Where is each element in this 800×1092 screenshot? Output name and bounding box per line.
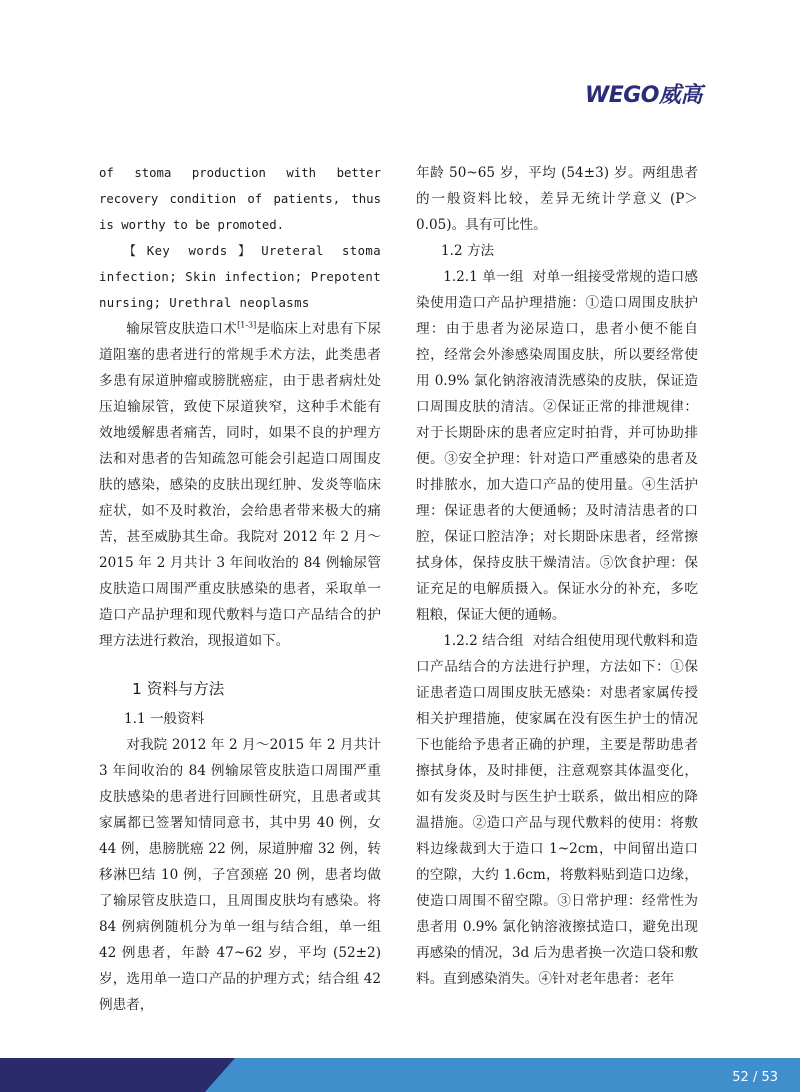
- general-data-paragraph: 对我院 2012 年 2 月～2015 年 2 月共计 3 年间收治的 84 例输尿管皮肤造口周围严重皮肤感染的患者进行回顾性研究，且患者或其家属都已签署知情同意书，其中男 40 例，女 44 例，患膀胱癌 22 例，尿道肿瘤 32 例，转移淋巴结 10 例，子宫颈癌 20 例，患者均做了输尿管皮肤造口，且周围皮肤均有感染。将 84 例病例随机分为单一组与结合组，单一组 42 例患者，年龄 47~62 岁，平均 (52±2) 岁，选用单一造口产品的护理方式；结合组 42 例患者，: [99, 737, 381, 1013]
- combined-group-title: 1.2.2 结合组: [443, 633, 524, 649]
- section-heading: 1 资料与方法: [132, 680, 225, 698]
- footer-light-band: [205, 1058, 800, 1092]
- page-number: 52 / 53: [732, 1070, 778, 1085]
- wego-logo: WEGO威高: [584, 83, 702, 108]
- single-group-paragraph: [416, 264, 698, 628]
- subsection-heading: 1.1 一般资料: [124, 711, 205, 727]
- abstract-tail: of stoma production with better recovery condition of patients, thus is worthy to be promoted.: [99, 166, 381, 232]
- combined-group-text: 对结合组使用现代敷料和造口产品结合的方法进行护理，方法如下：①保证患者造口周围皮肤无感染：对患者家属传授相关护理措施，使家属在没有医生护士的情况下也能给予患者正确的护理，主要是帮助患者擦拭身体，及时排便，注意观察其体温变化，如有发炎及时与医生护士联系，做出相应的降温措施。②造口产品与现代敷料的使用：将敷料边缘裁到大于造口 1~2cm，中间留出造口的空隙，大约 1.6cm，将敷料贴到造口边缘，使造口周围不留空隙。③日常护理：经常性为患者用 0.9% 氯化钠溶液擦拭造口，避免出现再感染的情况，3d 后为患者换一次造口袋和敷料。直到感染消失。④针对老年患者：老年: [416, 633, 698, 987]
- keywords-label: 【Key words】: [123, 244, 262, 258]
- single-group-title: 1.2.1 单一组: [443, 269, 524, 285]
- keywords-paragraph: [99, 238, 381, 316]
- intro-start: 输尿管皮肤造口术: [126, 321, 238, 337]
- citation-ref: [1-3]: [237, 320, 257, 330]
- left-column: [99, 160, 381, 1018]
- single-group-text: 对单一组接受常规的造口感染使用造口产品护理措施：①造口周围皮肤护理：由于患者为泌尿造口，患者小便不能自控，经常会外渗感染周围皮肤，所以要经常使用 0.9% 氯化钠溶液清洗感染的皮肤，保证造口周围皮肤的清洁。②保证正常的排泄规律：对于长期卧床的患者应定时拍背，并可协助排便。③安全护理：针对造口严重感染的患者及时排脓水，加大造口产品的使用量。④生活护理：保证患者的大便通畅；及时清洁患者的口腔，保证口腔洁净；对长期卧床患者，经常擦拭身体，保持皮肤干燥清洁。⑤饮食护理：保证充足的电解质摄入。保证水分的补充，多吃粗粮，保证大便的通畅。: [416, 269, 698, 623]
- continued-paragraph: 年龄 50~65 岁，平均 (54±3) 岁。两组患者的一般资料比较，差异无统计学意义 (P＞0.05)。具有可比性。: [416, 165, 698, 233]
- methods-heading: 1.2 方法: [441, 243, 495, 259]
- combined-group-paragraph: [416, 628, 698, 992]
- right-column: [416, 160, 698, 992]
- intro-paragraph: [99, 316, 381, 654]
- footer-bar: [0, 1058, 800, 1092]
- keywords-text: Ureteral stoma infection; Skin infection; Prepotent nursing; Urethral neoplasms: [99, 244, 382, 310]
- intro-rest: 是临床上对患有下尿道阻塞的患者进行的常规手术方法，此类患者多患有尿道肿瘤或膀胱癌症，由于患者病灶处压迫输尿管，致使下尿道狭窄，这种手术能有效地缓解患者痛苦，同时，如果不良的护理方法和对患者的告知疏忽可能会引起造口周围皮肤的感染，感染的皮肤出现红肿、发炎等临床症状，如不及时救治，会给患者带来极大的痛苦，甚至威胁其生命。我院对 2012 年 2 月～2015 年 2 月共计 3 年间收治的 84 例输尿管皮肤造口周围严重皮肤感染的患者，采取单一造口产品护理和现代敷料与造口产品结合的护理方法进行救治，现报道如下。: [99, 321, 382, 649]
- footer-dark-band: [0, 1058, 240, 1092]
